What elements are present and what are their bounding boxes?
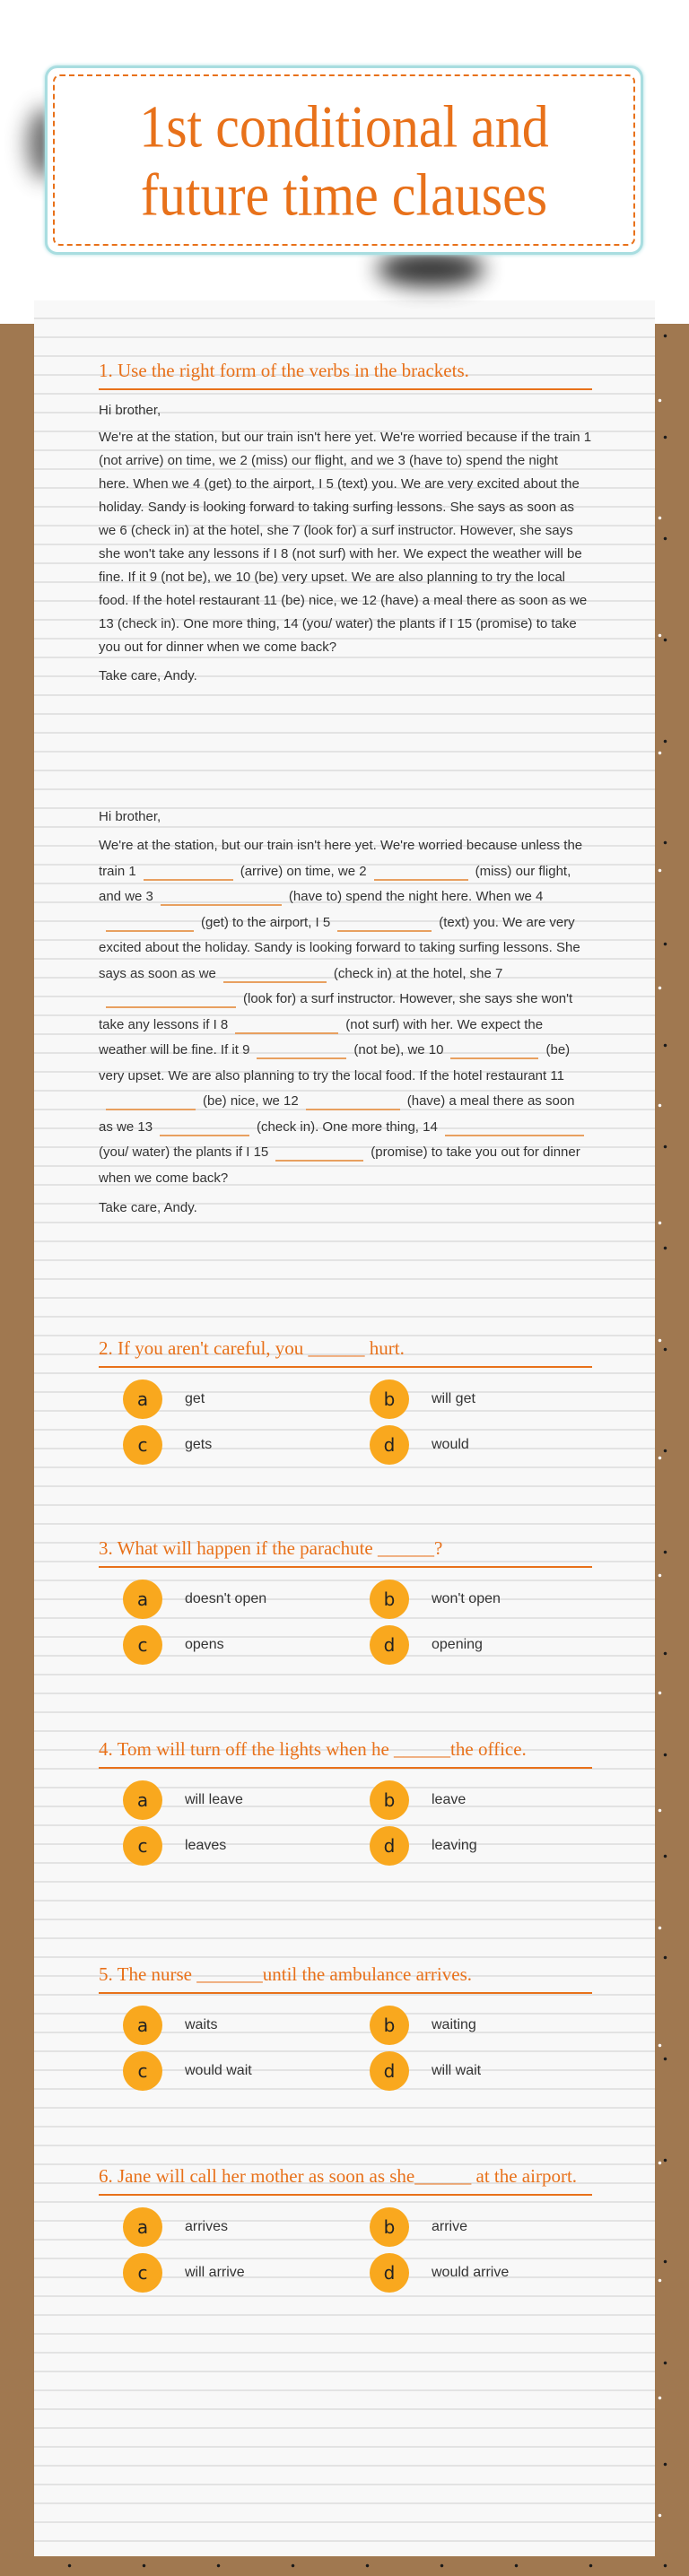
option-c[interactable] (123, 2252, 245, 2293)
option-letter-badge: d (370, 2253, 409, 2293)
answer-blank-input[interactable] (450, 1043, 538, 1059)
option-a[interactable] (123, 2005, 217, 2046)
option-d[interactable] (370, 1825, 477, 1867)
option-text: would (432, 1437, 469, 1452)
option-a[interactable] (123, 2206, 228, 2248)
letter-text: (be) very upset. We are also planning to try the local food. If the hotel restaurant 11 (99, 1042, 571, 1083)
option-c[interactable] (123, 2050, 252, 2092)
option-text: won't open (432, 1591, 501, 1606)
letter-greeting: Hi brother, (99, 403, 161, 418)
question-4 (99, 1737, 592, 1876)
option-text: would wait (185, 2063, 252, 2078)
letter-text: (look for) a surf instructor. However, she says she won't take any lessons if I 8 (99, 991, 573, 1032)
question-6 (99, 2164, 592, 2303)
option-text: arrive (432, 2219, 468, 2234)
option-letter-badge: a (123, 2006, 162, 2045)
letter-text: (have to) spend the night here. When we 4 (288, 889, 544, 904)
option-letter-badge: b (370, 2006, 409, 2045)
letter-greeting: Hi brother, (99, 809, 161, 824)
option-letter-badge: b (370, 2207, 409, 2247)
letter-text: We're at the station, but our train isn't here yet. We're worried because unless the train 1 (99, 838, 583, 879)
answer-blank-input[interactable] (235, 1018, 338, 1034)
option-text: leaves (185, 1838, 227, 1853)
page-title: 1st conditional and future time clauses (139, 92, 549, 228)
answer-blank-input[interactable] (223, 967, 327, 983)
letter-body: We're at the station, but our train isn't here yet. We're worried because if the train 1 (not arrive) on time, we 2 (miss) our flight, and we 3 (have to) spend the night here. When we 4 (get) to the airport, I 5 (text) you. We are very excited about the holiday. Sandy is looking forward to taking surfing lessons. She says as soon as we 6 (check in) at the hotel, she 7 (look for) a surf instructor. However, she says she won't take any lessons if I 8 (not surf) with her. We expect the weather will be fine. If it 9 (not be), we 10 (be) very upset. We are also planning to try the local food. If the hotel restaurant 11 (be) nice, we 12 (have) a meal there as soon as we 13 (check in). One more thing, 14 (you/ water) the plants if I 15 (promise) to take you out for dinner when we come back? (99, 430, 592, 655)
letter-signoff: Take care, Andy. (99, 1200, 197, 1215)
answer-blank-input[interactable] (160, 1120, 249, 1136)
option-text: will get (432, 1391, 475, 1406)
option-text: will leave (185, 1792, 243, 1807)
answer-blank-input[interactable] (306, 1094, 400, 1110)
letter-1 (99, 403, 592, 683)
option-text: would arrive (432, 2265, 510, 2280)
title-dashed-frame (53, 74, 635, 246)
options-grid (99, 1778, 592, 1876)
option-letter-badge: c (123, 2051, 162, 2091)
options-grid (99, 1377, 592, 1475)
question-heading: 3. What will happen if the parachute ______? (99, 1536, 592, 1568)
option-letter-badge: c (123, 1625, 162, 1665)
answer-blank-input[interactable] (106, 992, 236, 1008)
option-d[interactable] (370, 2252, 509, 2293)
answer-blank-input[interactable] (257, 1043, 346, 1059)
option-text: leaving (432, 1838, 477, 1853)
option-d[interactable] (370, 1424, 469, 1466)
option-letter-badge: a (123, 2207, 162, 2247)
answer-blank-input[interactable] (161, 890, 282, 906)
letter-signoff: Take care, Andy. (99, 668, 197, 683)
option-text: gets (185, 1437, 213, 1452)
option-text: leave (432, 1792, 467, 1807)
letter-text: (promise) to take you out for dinner when we come back? (99, 1144, 580, 1186)
answer-blank-input[interactable] (275, 1145, 363, 1162)
option-text: will wait (432, 2063, 482, 2078)
letter-text: (check in) at the hotel, she 7 (333, 965, 503, 981)
letter-body (99, 833, 592, 1191)
answer-blank-input[interactable] (337, 916, 432, 932)
option-a[interactable] (123, 1379, 205, 1420)
option-letter-badge: d (370, 2051, 409, 2091)
option-text: get (185, 1391, 205, 1406)
letter-text: (not surf) with her. We expect the weather will be fine. If it 9 (99, 1016, 544, 1057)
option-a[interactable] (123, 1579, 266, 1620)
option-d[interactable] (370, 1624, 483, 1666)
letter-text: (get) to the airport, I 5 (201, 914, 331, 930)
option-text: arrives (185, 2219, 229, 2234)
option-letter-badge: d (370, 1625, 409, 1665)
option-b[interactable] (370, 1379, 475, 1420)
option-text: doesn't open (185, 1591, 267, 1606)
option-b[interactable] (370, 2206, 467, 2248)
option-letter-badge: a (123, 1379, 162, 1419)
letter-text: (not be), we 10 (353, 1042, 444, 1057)
option-letter-badge: a (123, 1580, 162, 1619)
option-c[interactable] (123, 1825, 226, 1867)
letter-text: (check in). One more thing, 14 (257, 1118, 438, 1135)
options-grid (99, 2205, 592, 2303)
option-letter-badge: c (123, 2253, 162, 2293)
letter-text: (text) you. We are very excited about the holiday. Sandy is looking forward to taking surfing lessons. She says as soon as we (99, 914, 580, 981)
letter-text: (miss) our flight, and we 3 (99, 863, 571, 904)
section-1 (99, 359, 592, 683)
option-b[interactable] (370, 1579, 501, 1620)
question-2 (99, 1336, 592, 1475)
option-letter-badge: b (370, 1780, 409, 1820)
option-b[interactable] (370, 1780, 466, 1821)
option-letter-badge: c (123, 1826, 162, 1866)
option-letter-badge: b (370, 1580, 409, 1619)
option-letter-badge: b (370, 1379, 409, 1419)
option-text: will arrive (185, 2265, 245, 2280)
question-3 (99, 1536, 592, 1675)
question-heading: 6. Jane will call her mother as soon as she______ at the airport. (99, 2164, 592, 2196)
option-a[interactable] (123, 1780, 243, 1821)
answer-blank-input[interactable] (445, 1120, 584, 1136)
option-text: waiting (432, 2017, 476, 2032)
option-c[interactable] (123, 1424, 212, 1466)
letter-text: (you/ water) the plants if I 15 (99, 1144, 269, 1160)
title-card (45, 65, 643, 255)
question-5 (99, 1962, 592, 2102)
question-heading: 5. The nurse _______until the ambulance arrives. (99, 1962, 592, 1994)
option-letter-badge: a (123, 1780, 162, 1820)
question-heading: 4. Tom will turn off the lights when he ______the office. (99, 1737, 592, 1769)
letter-2-gapfill (99, 809, 592, 1215)
option-text: opens (185, 1637, 224, 1652)
pin-shadow (377, 251, 484, 287)
option-b[interactable] (370, 2005, 476, 2046)
letter-text: (be) nice, we 12 (203, 1093, 299, 1109)
answer-blank-input[interactable] (374, 865, 468, 881)
answer-blank-input[interactable] (144, 865, 233, 881)
letter-text: (have) a meal there as soon as we 13 (99, 1093, 575, 1135)
option-letter-badge: d (370, 1425, 409, 1465)
section-heading: 1. Use the right form of the verbs in the brackets. (99, 359, 592, 390)
answer-blank-input[interactable] (106, 1094, 196, 1110)
option-d[interactable] (370, 2050, 481, 2092)
option-text: opening (432, 1637, 483, 1652)
options-grid (99, 2003, 592, 2102)
option-c[interactable] (123, 1624, 224, 1666)
option-text: waits (185, 2017, 218, 2032)
option-letter-badge: d (370, 1826, 409, 1866)
options-grid (99, 1577, 592, 1675)
letter-text: (arrive) on time, we 2 (240, 863, 367, 879)
question-heading: 2. If you aren't careful, you ______ hurt. (99, 1336, 592, 1368)
answer-blank-input[interactable] (106, 916, 194, 932)
option-letter-badge: c (123, 1425, 162, 1465)
